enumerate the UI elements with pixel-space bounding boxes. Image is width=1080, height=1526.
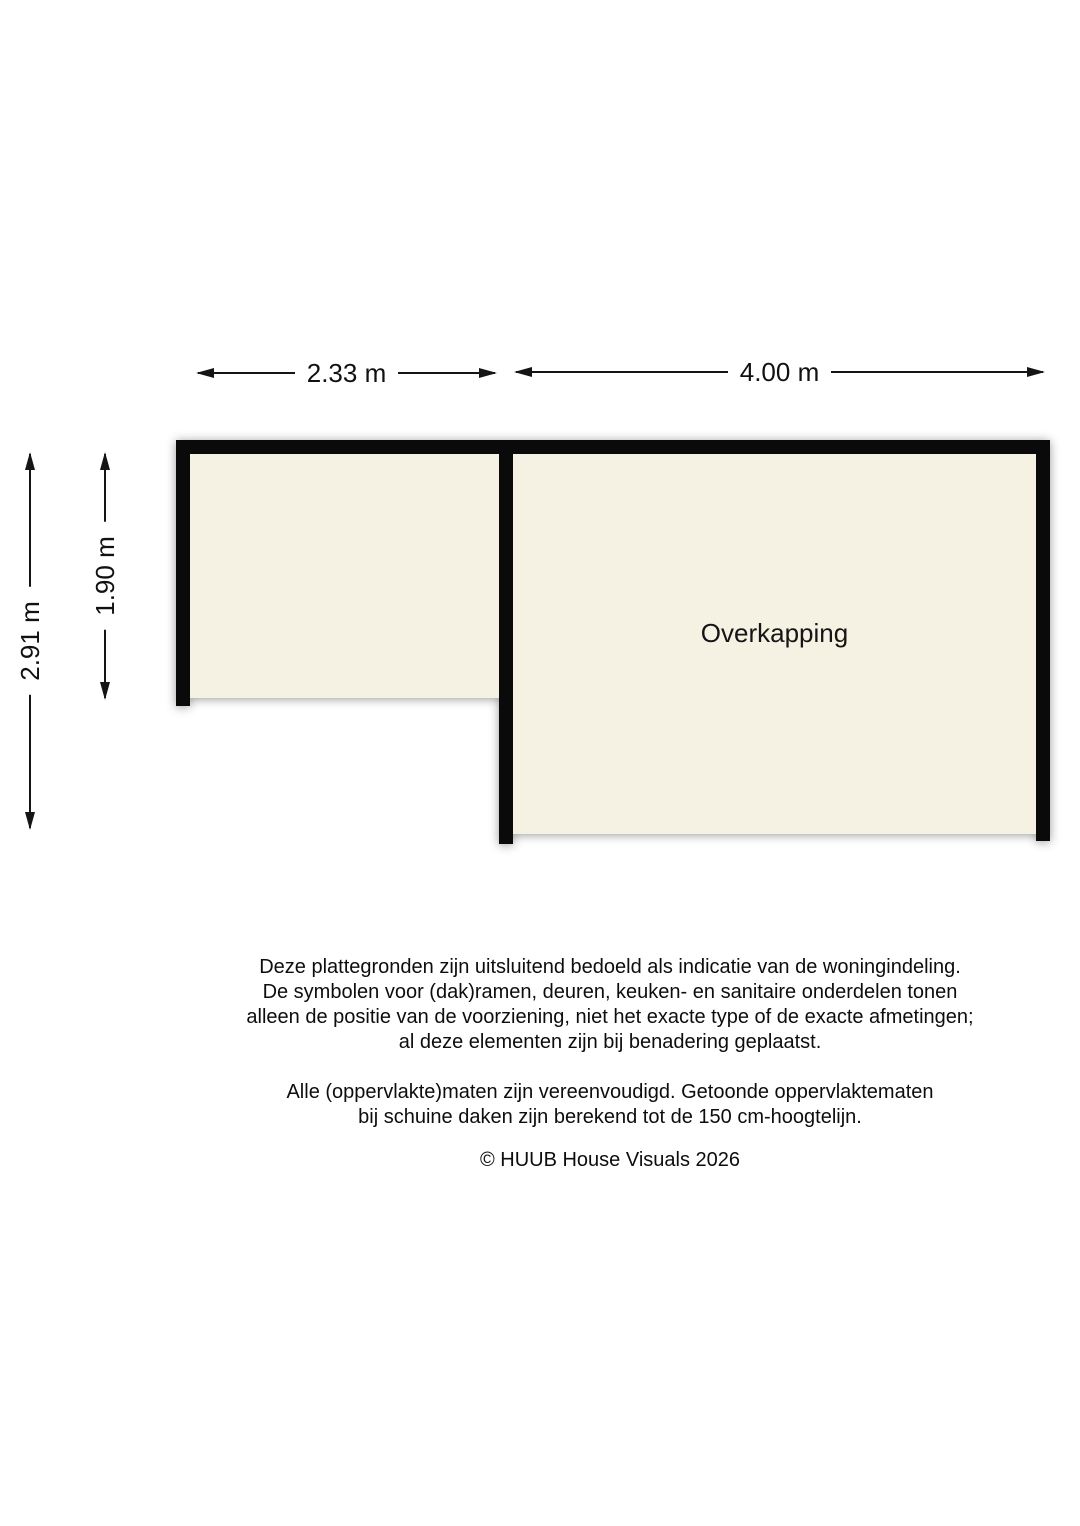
- arrowhead-right-icon: [1027, 367, 1045, 377]
- dimension-label: 1.90 m: [90, 522, 120, 630]
- dimension-small-room-depth: [90, 452, 120, 700]
- disclaimer-line: Deze plattegronden zijn uitsluitend bedoeld als indicatie van de woningindeling.: [259, 956, 961, 978]
- wall-middle: [499, 440, 513, 844]
- arrowhead-down-icon: [100, 682, 110, 700]
- disclaimer-line: Alle (oppervlakte)maten zijn vereenvoudigd. Getoonde oppervlaktematen: [286, 1081, 934, 1103]
- disclaimer-line: alleen de positie van de voorziening, niet het exacte type of de exacte afmetingen;: [246, 1006, 974, 1028]
- dimension-label: 2.91 m: [15, 587, 45, 695]
- dimension-label: 4.00 m: [728, 357, 832, 387]
- arrowhead-left-icon: [514, 367, 532, 377]
- disclaimer-line: al deze elementen zijn bij benadering geplaatst.: [398, 1031, 822, 1053]
- dimension-label: 2.33 m: [295, 358, 399, 388]
- disclaimer-line: De symbolen voor (dak)ramen, deuren, keuken- en sanitaire onderdelen tonen: [262, 981, 958, 1003]
- arrowhead-right-icon: [479, 368, 497, 378]
- wall-left: [176, 440, 190, 706]
- floorplan-drawing: [176, 440, 1050, 844]
- disclaimer-paragraph-2: [140, 1080, 1080, 1130]
- arrowhead-down-icon: [25, 812, 35, 830]
- arrowhead-left-icon: [196, 368, 214, 378]
- arrowhead-up-icon: [25, 452, 35, 470]
- room-label-overkapping: Overkapping: [700, 618, 849, 648]
- dimension-large-room-width: [514, 357, 1045, 387]
- overkapping-floor: [513, 454, 1036, 834]
- disclaimer-paragraph-1: [140, 955, 1080, 1055]
- copyright-text: © HUUB House Visuals 2026: [479, 1149, 741, 1171]
- disclaimer-block: [140, 955, 1080, 1198]
- dimension-total-depth: [15, 452, 45, 830]
- disclaimer-line: bij schuine daken zijn berekend tot de 150 cm-hoogtelijn.: [358, 1106, 862, 1128]
- wall-top: [176, 440, 1050, 454]
- small-room-floor: [190, 454, 499, 698]
- wall-right: [1036, 440, 1050, 841]
- dimension-small-room-width: [196, 358, 497, 388]
- arrowhead-up-icon: [100, 452, 110, 470]
